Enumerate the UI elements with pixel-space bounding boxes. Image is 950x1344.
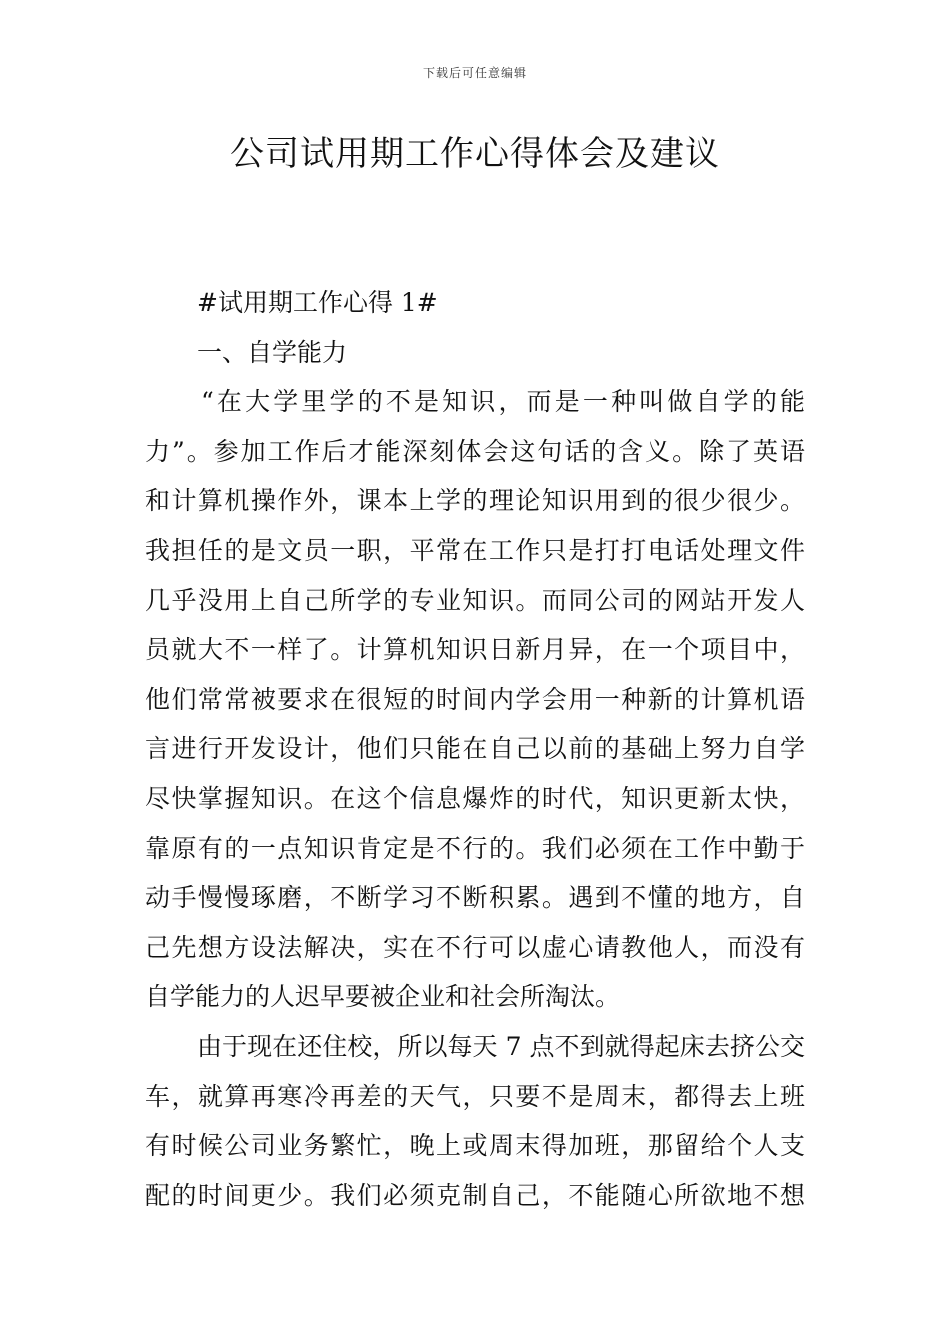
paragraph-line: 我担任的是文员一职，平常在工作只是打打电话处理文件 — [145, 535, 805, 565]
paragraph-line: 己先想方设法解决，实在不行可以虚心请教他人，而没有 — [145, 932, 805, 962]
document-body — [145, 278, 805, 1220]
paragraph-line: 和计算机操作外，课本上学的理论知识用到的很少很少。 — [145, 486, 805, 516]
paragraph-line: 靠原有的一点知识肯定是不行的。我们必须在工作中勤于 — [145, 833, 805, 863]
paragraph-line: “在大学里学的不是知识，而是一种叫做自学的能 — [201, 387, 805, 417]
paragraph-2 — [145, 1022, 805, 1220]
paragraph-line: 他们常常被要求在很短的时间内学会用一种新的计算机语 — [145, 684, 805, 714]
paragraph-line: 自学能力的人迟早要被企业和社会所淘汰。 — [145, 982, 621, 1012]
paragraph-line: 动手慢慢琢磨，不断学习不断积累。遇到不懂的地方，自 — [145, 883, 805, 913]
section-heading: 一、自学能力 — [197, 337, 348, 367]
paragraph-line: 员就大不一样了。计算机知识日新月异，在一个项目中， — [145, 635, 805, 665]
paragraph-line: 几乎没用上自己所学的专业知识。而同公司的网站开发人 — [145, 585, 805, 615]
header-note: 下载后可任意编辑 — [422, 66, 527, 80]
paragraph-line: 有时候公司业务繁忙，晚上或周末得加班，那留给个人支 — [145, 1131, 805, 1161]
paragraph-line: 言进行开发设计，他们只能在自己以前的基础上努力自学 — [145, 734, 805, 764]
paragraph-line: 力”。参加工作后才能深刻体会这句话的含义。除了英语 — [145, 436, 805, 466]
section-marker: #试用期工作心得 1# — [197, 288, 438, 317]
paragraph-1 — [145, 377, 805, 1022]
document-title: 公司试用期工作心得体会及建议 — [230, 134, 720, 174]
paragraph-line: 尽快掌握知识。在这个信息爆炸的时代，知识更新太快， — [145, 783, 805, 813]
paragraph-line: 配的时间更少。我们必须克制自己，不能随心所欲地不想 — [145, 1180, 805, 1210]
paragraph-line: 车，就算再寒冷再差的天气，只要不是周末，都得去上班 — [145, 1081, 805, 1111]
paragraph-line: 由于现在还住校，所以每天 7 点不到就得起床去挤公交 — [197, 1031, 805, 1061]
